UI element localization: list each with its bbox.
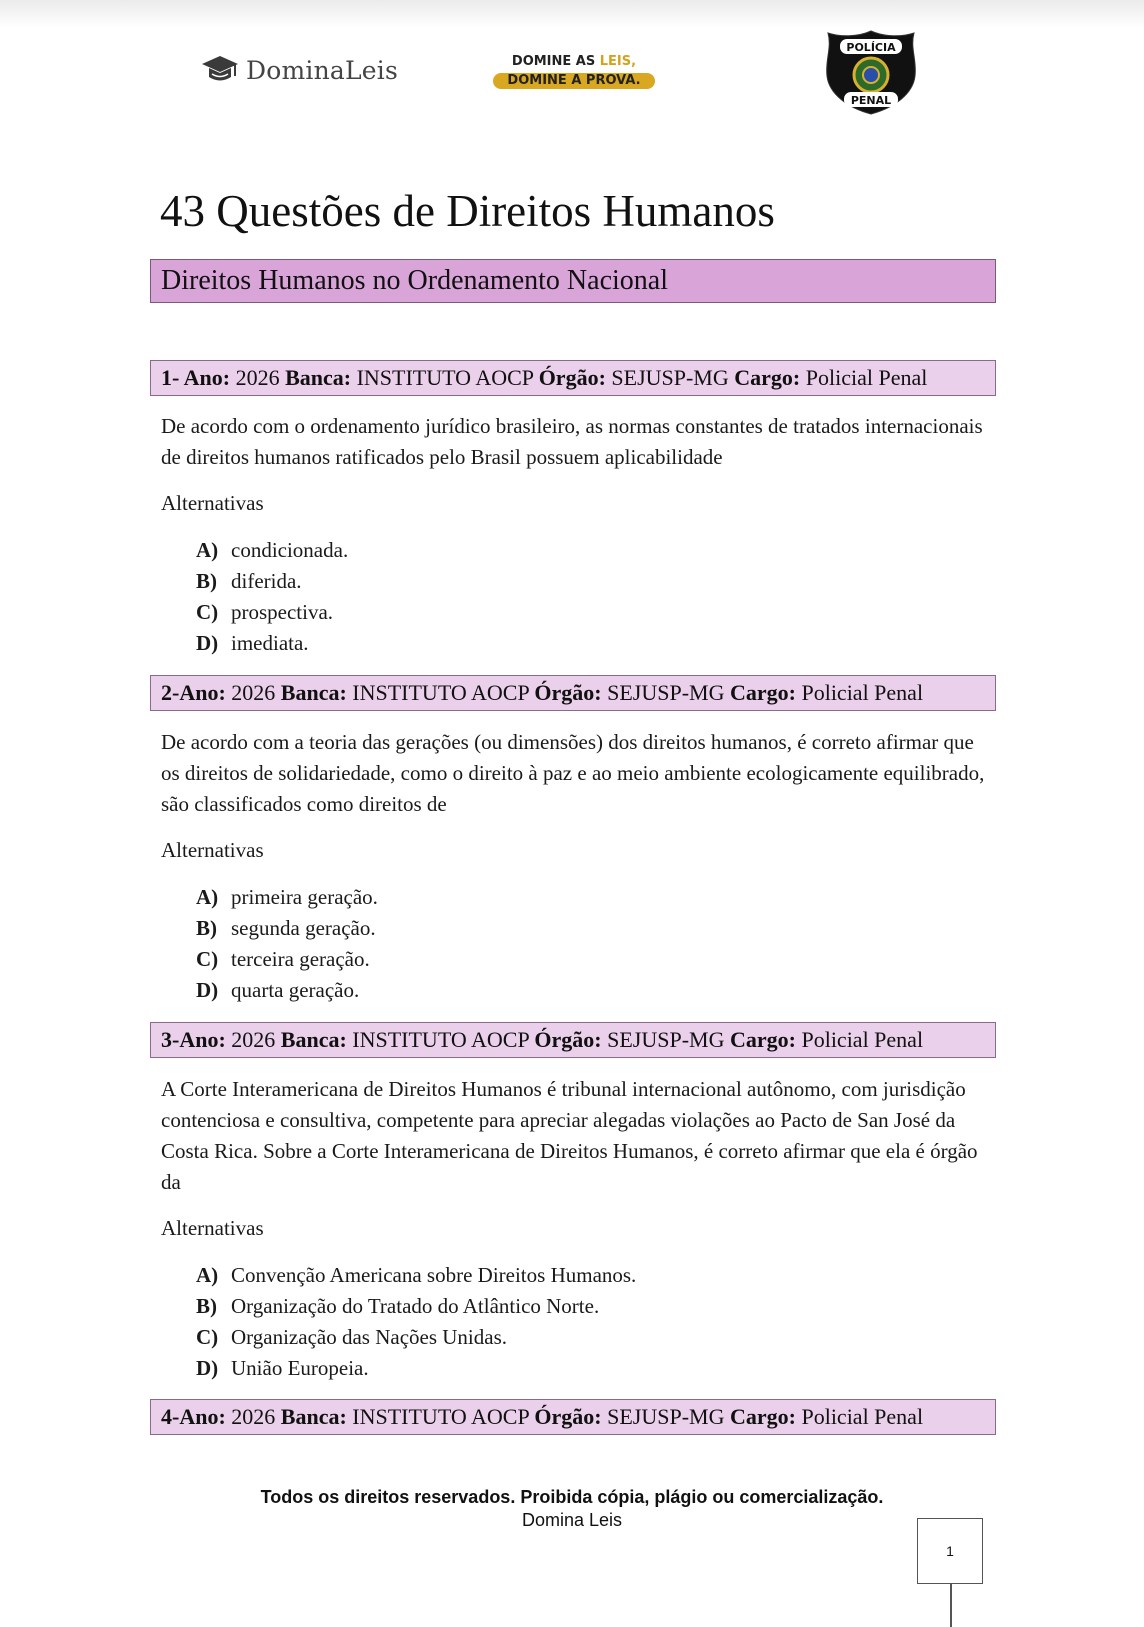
option-2b: B) segunda geração. xyxy=(196,916,376,940)
option-3a: A) Convenção Americana sobre Direitos Humanos. xyxy=(196,1263,637,1287)
option-2c: C) terceira geração. xyxy=(196,947,370,971)
alternatives-label-1: Alternativas xyxy=(161,491,264,515)
options-list-2 xyxy=(196,882,378,1006)
page-number-line xyxy=(950,1584,952,1627)
question-stem-1: De acordo com o ordenamento jurídico brasileiro, as normas constantes de tratados internacionais de direitos humanos ratificados pelo Brasil possuem aplicabilidade xyxy=(161,414,983,469)
option-3d: D) União Europeia. xyxy=(196,1356,369,1380)
option-2d: D) quarta geração. xyxy=(196,978,360,1002)
slogan-line1: DOMINE AS LEIS, xyxy=(511,54,637,69)
slogan-line2: DOMINE A PROVA. xyxy=(493,73,654,89)
svg-text:PENAL: PENAL xyxy=(850,94,892,107)
question-header-1: 1- Ano: 2026 Banca: INSTITUTO AOCP Órgão: SEJUSP-MG Cargo: Policial Penal xyxy=(150,360,996,396)
page-number: 1 xyxy=(917,1518,983,1584)
question-header-3: 3-Ano: 2026 Banca: INSTITUTO AOCP Órgão: SEJUSP-MG Cargo: Policial Penal xyxy=(150,1022,996,1058)
rights-notice: Todos os direitos reservados. Proibida cópia, plágio ou comercialização. xyxy=(260,1487,884,1507)
option-1b: B) diferida. xyxy=(196,569,302,593)
policia-penal-badge-icon xyxy=(822,28,920,116)
alternatives-label-3: Alternativas xyxy=(161,1216,264,1240)
alternatives-label-2: Alternativas xyxy=(161,838,264,862)
graduation-cap-icon xyxy=(200,52,240,88)
option-1a: A) condicionada. xyxy=(196,538,349,562)
top-shade xyxy=(0,0,1144,28)
option-3b: B) Organização do Tratado do Atlântico Norte. xyxy=(196,1294,600,1318)
question-stem-3: A Corte Interamericana de Direitos Humanos é tribunal internacional autônomo, com jurisdição contenciosa e consultiva, competente para apreciar alegadas violações ao Pacto de San José da Costa Rica. Sobre a Corte Interamericana de Direitos Humanos, é correto afirmar que ela é órgão da xyxy=(161,1077,978,1194)
slogan-logo xyxy=(488,54,660,88)
option-2a: A) primeira geração. xyxy=(196,885,378,909)
options-list-3 xyxy=(196,1260,636,1384)
question-stem-2: De acordo com a teoria das gerações (ou dimensões) dos direitos humanos, é correto afirmar que os direitos de solidariedade, como o direito à paz e ao meio ambiente ecologicamente equilibrado, são classificados como direitos de xyxy=(161,730,985,816)
svg-text:POLÍCIA: POLÍCIA xyxy=(846,41,896,54)
dominaleis-logo xyxy=(200,52,398,88)
option-1c: C) prospectiva. xyxy=(196,600,334,624)
section-header: Direitos Humanos no Ordenamento Nacional xyxy=(150,259,996,303)
footer-brand: Domina Leis xyxy=(521,1510,623,1530)
brand-name: DominaLeis xyxy=(246,55,399,85)
page-title: 43 Questões de Direitos Humanos xyxy=(160,186,775,236)
options-list-1 xyxy=(196,535,348,659)
option-3c: C) Organização das Nações Unidas. xyxy=(196,1325,508,1349)
question-header-4: 4-Ano: 2026 Banca: INSTITUTO AOCP Órgão: SEJUSP-MG Cargo: Policial Penal xyxy=(150,1399,996,1435)
question-header-2: 2-Ano: 2026 Banca: INSTITUTO AOCP Órgão: SEJUSP-MG Cargo: Policial Penal xyxy=(150,675,996,711)
option-1d: D) imediata. xyxy=(196,631,309,655)
